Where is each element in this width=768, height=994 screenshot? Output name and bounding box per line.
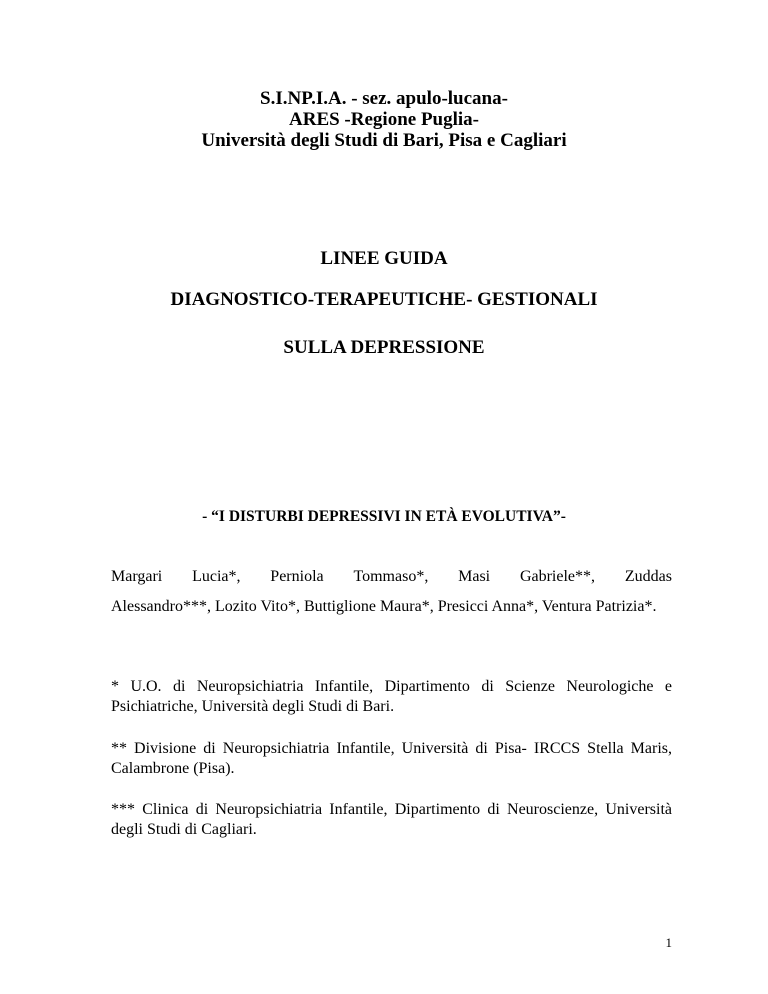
subtitle: - “I DISTURBI DEPRESSIVI IN ETÀ EVOLUTIVA”- (202, 508, 566, 525)
authors-line-1 (111, 562, 672, 592)
author-word: Masi (458, 568, 491, 585)
header-line-3: Università degli Studi di Bari, Pisa e Cagliari (201, 130, 567, 151)
author-word: Zuddas (624, 568, 672, 585)
author-word: Lucia*, (192, 568, 241, 585)
header-line-1: S.I.NP.I.A. - sez. apulo-lucana- (260, 88, 508, 109)
affiliation-2: ** Divisione di Neuropsichiatria Infantile, Università di Pisa- IRCCS Stella Maris, Calambrone (Pisa). (111, 740, 672, 777)
authors (111, 562, 672, 622)
affiliation-1: * U.O. di Neuropsichiatria Infantile, Dipartimento di Scienze Neurologiche e Psichiatriche, Università degli Studi di Bari. (111, 678, 672, 715)
affiliation-3: *** Clinica di Neuropsichiatria Infantile, Dipartimento di Neuroscienze, Università degli Studi di Cagliari. (111, 801, 672, 838)
title-line-1: LINEE GUIDA (320, 248, 448, 269)
author-word: Margari (111, 568, 163, 585)
header-line-2: ARES -Regione Puglia- (289, 109, 479, 130)
header-block (0, 88, 768, 151)
authors-rest: Alessandro***, Lozito Vito*, Buttiglione Maura*, Presicci Anna*, Ventura Patrizia*. (111, 598, 657, 615)
title-line-2: DIAGNOSTICO-TERAPEUTICHE- GESTIONALI (170, 289, 598, 310)
author-word: Perniola (270, 568, 324, 585)
author-word: Tommaso*, (353, 568, 429, 585)
page-number: 1 (665, 935, 672, 950)
title-line-3: SULLA DEPRESSIONE (283, 337, 485, 358)
author-word: Gabriele**, (519, 568, 596, 585)
